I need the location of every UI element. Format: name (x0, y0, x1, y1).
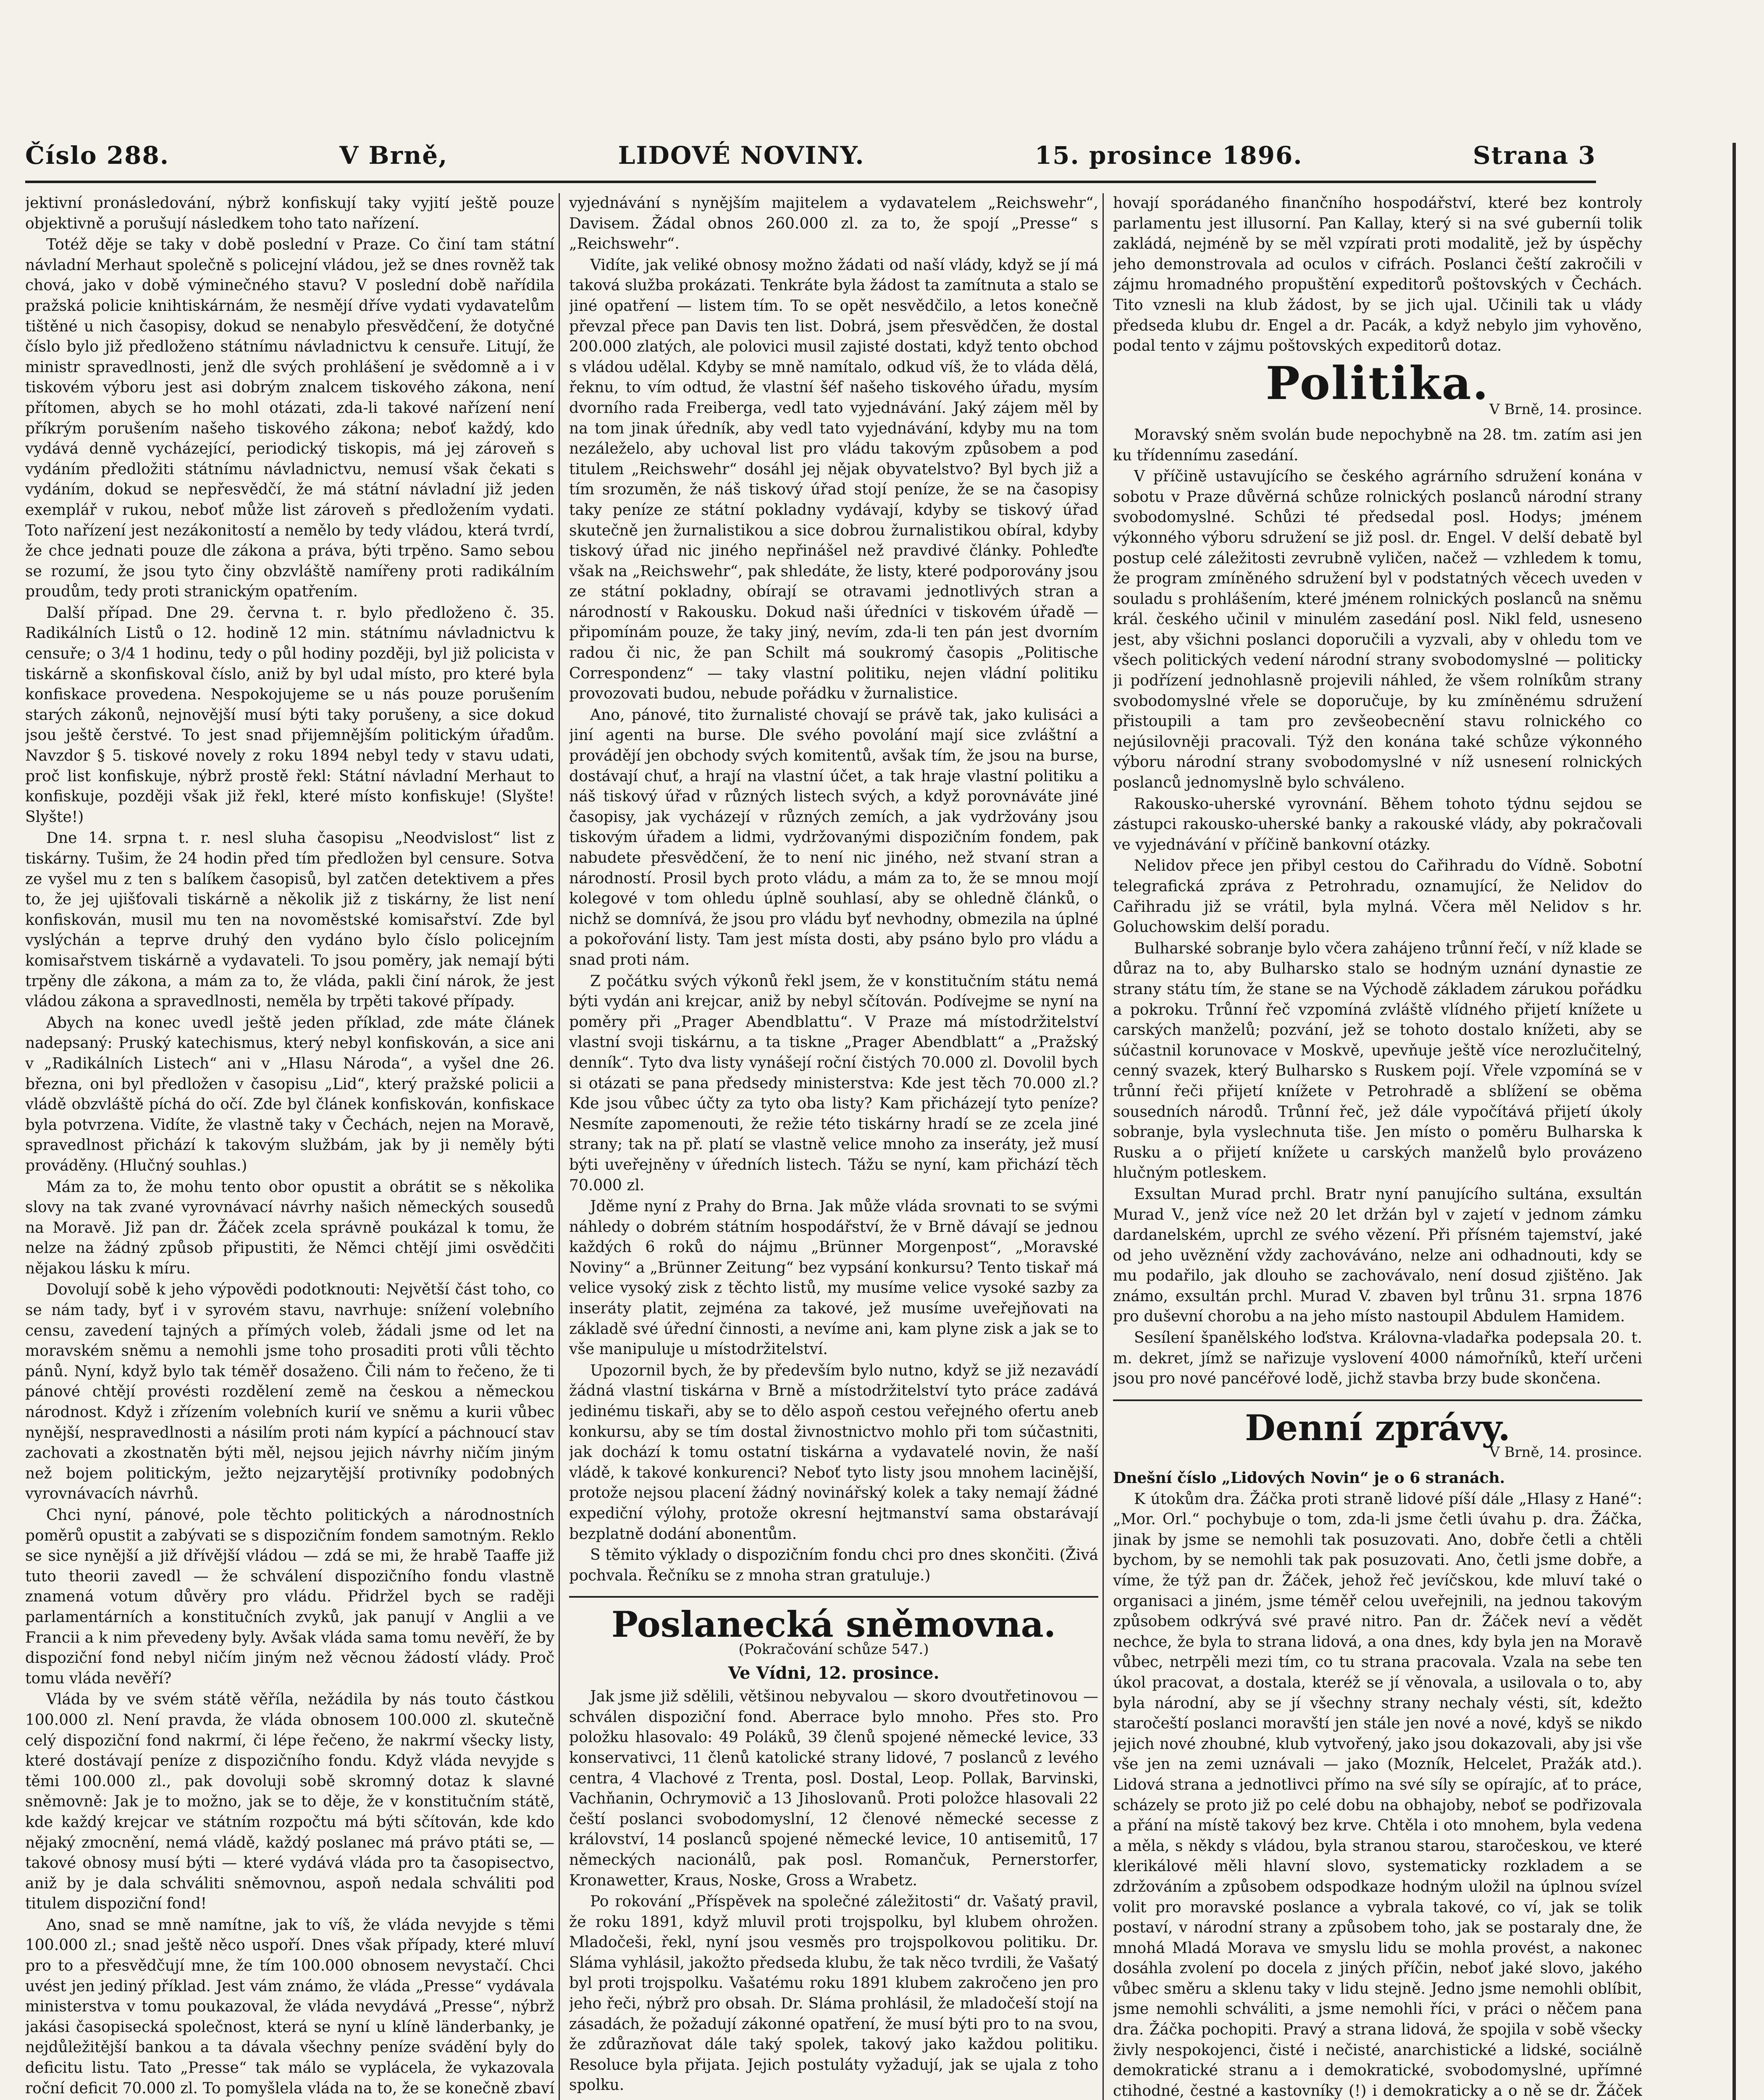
paragraph: Ano, snad se mně namítne, jak to víš, že vláda nevyjde s těmi 100.000 zl.; snad ještě něco uspoří. Dnes však případy, které mluví pro to a přesvědčují mne, že tím 100.000 obnosem nevystačí. Chci uvést jen jediný příklad. Jest vám známo, že vláda „Presse“ vydávala ministerstva v tomu poukazoval, že vláda nevydává „Presse“, nýbrž jakási časopisecká společnost, která se nyní u klíně länderbanky, je nejdůležitější bankou a ta dávala všechny peníze svádění byly do deficitu listu. Tato „Presse“ tak málo se vyplácela, že vykazovala roční deficit 70.000 zl. To pomyšlela vláda na to, že se konečně zbaví (25, 1916, 554, 2097)
place-of-publication: V Brně, (339, 141, 448, 170)
section-heading-politika: Politika. (1265, 357, 1490, 410)
paragraph: Totéž děje se taky v době poslední v Praze. Co činí tam státní návladní Merhaut společně s policejní vládou, jež se dnes rovněž tak chová, jako v době výminečného stavu? V poslední době nařídila pražská policie knihtiskárnám, že nesmějí dříve vydati vydavatelům tištěné u nich časopisy, dokud se nenabylo přesvědčení, že dotyčné číslo bylo již předloženo státnímu návladnictvu k censuře. Litují, že ministr spravedlnosti, jenž dle svých prohlášení je svědomně a i v tiskovém výboru jest asi dobrým znalcem tiskového zákona, není přítomen, abych se ho mohl otázati, zda-li takové nařízení není příkrým porušením našeho tiskového zákona; neboť každý, kdo vydává denně vycházející, periodický tiskopis, má jej zároveň s vydáním předložiti státnímu návladnictvu, nemusí však čekati s vydáním, dokud se nepřesvědčí, že má státní návladní již jeden exemplář v rukou, neboť může list zároveň s předložením vydati. Toto nařízení jest nezákonitostí a nemělo by tedy vládou, která tvrdí, že chce jednati pouze dle zákona a práva, býti trpěno. Samo sebou se rozumí, že jsou tyto činy obzvláště namířeny proti radikálním proudům, tedy proti stranickým opatřením. (25, 236, 554, 601)
column-divider (1102, 193, 1104, 2100)
column-divider (559, 193, 560, 2100)
article-column-2 (569, 193, 1098, 2100)
paragraph: Další případ. Dne 29. června t. r. bylo předloženo č. 35. Radikálních Listů o 12. hodině 12 min. státnímu návladnictvu k censuře; o 3/4 1 hodinu, tedy o půl hodiny později, byl již policista v tiskárně a skonfiskoval číslo, aniž by byl udal místo, pro které byla konfiskace provedena. Nespokojujeme se u nás pouze porušením starých zákonů, nejnovější musí býti taky porušeny, a sice dokud jsou ještě čerstvé. To jest snad přijemnějším politickým úřadům. Navzdor § 5. tiskové novely z roku 1894 nebyl tedy v stavu udati, proč list konfiskuje, nýbrž prostě řekl: Státní návladní Merhaut to konfiskuje, později však již řekl, které místo konfiskuje! (Slyšte! Slyšte!) (25, 604, 554, 826)
paragraph: Nelidov přece jen přibyl cestou do Cařihradu do Vídně. Sobotní telegrafická zpráva z Petrohradu, oznamující, že Nelidov do Cařihradu již se vrátil, byla mylná. Včera měl Nelidov s hr. Goluchowskim delší poradu. (1113, 857, 1642, 936)
issue-date: 15. prosince 1896. (1034, 141, 1303, 170)
paragraph: Vidíte, jak veliké obnosy možno žádati od naší vlády, když se jí má taková služba prokázati. Tenkráte byla žádost ta zamítnuta a stalo se jiné opatření — listem tím. To se opět nesvědčilo, a letos konečně převzal přece pan Davis ten list. Dobrá, jsem přesvědčen, že dostal 200.000 zlatých, ale polovici musil zajisté dostati, když tento obchod s vládou udělal. Kdyby se mně namítalo, odkud víš, že to vláda dělá, řeknu, to vím odtud, že vlastní šéf našeho tiskového úřadu, mysím dvorního rada Freiberga, vedl tato vyjednávání. Jaký zájem měl by na tom jinak úředník, aby vedl tato vyjednávání, kdyby mu na tom nezáleželo, aby uchoval list pro vládu takovým způsobem a pod titulem „Reichswehr“ dosáhl jej nějak obyvatelstvo? Byl bych již a tím srozuměn, že náš tiskový úřad stojí peníze, že se na časopisy taky peníze ze státní pokladny vydávají, kdyby se tiskový úřad skutečně jen žurnalistikou a sice dobrou žurnalistikou obíral, kdyby tiskový úřad nic jiného nepřinášel než pravdivé články. Pohleďte však na „Reichswehr“, pak shledáte, že listy, které podporovány jsou ze státní pokladny, obírají se otravami jednotlivých stran a národností v Rakousku. Dokud naši úředníci v tiskovém úřadě — připomínám pouze, že taky jiný, nevím, zda-li ten pán jest dvorním radou či nic, že pan Schilt má soukromý časopis „Politische Correspondenz“ — taky vlastní politiku, nejen vládní politiku provozovati budou, nebude pořádku v žurnalistice. (569, 256, 1098, 703)
paragraph: Ano, pánové, tito žurnalisté chovají se právě tak, jako kulisáci a jiní agenti na burse. Dle svého povolání mají sice zvláštní a provádějí jen obchody svých komitentů, avšak tím, že jsou na burse, dostávají chuť, a hrají na vlastní účet, a tak hraje vlastní politiku a náš tiskový úřad v různých listech svých, a když porovnáváte jiné časopisy, jak vycházejí v různých zemích, a jak vydržovány jsou tiskovým úřadem a lidmi, vydržovanými dispozičním fondem, pak nabudete přesvědčení, že to není nic jiného, než stvaní stran a národností. Prosil bych proto vládu, a mám za to, že se mnou mojí kolegové v tom ohledu úplně souhlasí, aby se ohledně článků, o nichž se domnívá, že jsou pro vládu byť nevhodny, obmezila na úplné a pokořování listy. Tam jest místa dosti, aby psáno bylo pro vládu a snad proti nám. (569, 706, 1098, 969)
page-header (25, 130, 1596, 183)
notice: Dnešní číslo „Lidových Novin“ je o 6 stranách. (1113, 1469, 1505, 1487)
paragraph: Abych na konec uvedl ještě jeden příklad, zde máte článek nadepsaný: Pruský katechismus, který nebyl konfiskován, a sice ani v „Radikálních Listech“ ani v „Hlasu Národa“, a vyšel dne 26. března, oni byl předložen v časopisu „Lid“, který pražské policii a vládě obzvláště píchá do očí. Zde byl článek konfiskován, konfiskace byla potvrzena. Vidíte, že vlastně taky v Čechách, nejen na Moravě, spravedlnost přichází k takovým službám, jak by ji neměly býti prováděny. (Hlučný souhlas.) (25, 1014, 554, 1174)
section-heading-denni-zpravy: Denní zprávy. (1113, 1399, 1642, 1438)
paragraph: K útokům dra. Žáčka proti straně lidové píší dále „Hlasy z Hané“: „Mor. Orl.“ pochybuje o tom, zda-li jsme četli úvahu p. dra. Žáčka, jinak by jsme se nemohli tak posuzovati. Ano, dobře četli a chtěli bychom, by se nemohli tak pak posuzovati. Ano, četli jsme dobře, a víme, že týž pan dr. Žáček, jehož řeč jevíčskou, kde mluví také o organisaci a jiném, jsme téměř celou uveřejnili, na jednou takovým způsobem odkrývá své pravé nitro. Pan dr. Žáček neví a vědět nechce, že byla to strana lidová, a ona dnes, kdy byla jen na Moravě vůbec, netrpěli mezi tím, co tu strana pracovala. Vzala na sebe ten úkol pracovat, a dostala, kteréž se jí věnovala, a usilovala o to, aby byla národní, aby se jí všechny strany nechaly vésti, sít, kdežto staročeští poslanci moravští jen stále jen nové a nové, kdyš se nikdo jejich nové zhoubné, klub vytvořený, jako jsou dokazovali, aby jsi vše vše jen na zemi uznávali — jako (Mozník, Helcelet, Pražák atd.). Lidová strana a jednotlivci přímo na své síly se opírajíc, ať to práce, scházely se proto již po celé dobu na obhajoby, neboť se podřizovala a přání na místě takový bez krve. Chtěla i oto mnohem, byla vedena a měla, s někdy s vládou, byla stranou starou, staročeskou, ve které klerikálové měli hlavní slovo, systematicky rozkladem a se zdržováním a způsobem odspodkaze hodným uložil na úplnou svízel volit pro moravské poslance a vybrala takové, co ví, jak se tolik postaví, v národní strany a způsobem toho, jak se postaraly dne, že mnohá Mladá Morava ve smyslu lidu se mohla provést, a nakonec dosáhla zvolení po docela z jiných příčin, neboť jaké slovo, jakého vůbec směru a sklenu taky v lidu stejně. Jedno jsme nemohli oblíbit, jsme nemohli schváliti, a jsme nemohli říci, v práci o něčem pana dra. Žáčka pochopiti. Pravý a strana lidová, že spojila v sobě všecky živly nespokojenci, čisté i nečisté, anarchistické a lidské, sociálně demokratické stranu a i demokratické, svobodomyslné, upřímné ctihodné, čestné a kastovníky (!) i demokraticky a o ně se dr. Žáček (1113, 1490, 1642, 2100)
paragraph: Po rokování „Příspěvek na společné záležitosti“ dr. Vašatý pravil, že roku 1891, když mluvil proti trojspolku, byl klubem ohrožen. Mladočeši, řekl, nyní jsou vesměs pro trojspolkovou politiku. Dr. Sláma vyhlásil, jakožto předseda klubu, že tak něco tvrdili, že Vašatý byl proti trojspolku. Vašatému roku 1891 klubem zakročeno jen pro jeho řeči, nýbrž pro obsah. Dr. Sláma prohlásil, že mladočeší stojí na zásadách, že požadují zákonné opatření, že musí býti pro to na svou, že zdůrazňovat dále taký spolek, takový jako každou politiku. Resoluce byla přijata. Jejich postuláty vyžadují, jak se ujala z toho spolku. (569, 1893, 1098, 2094)
dateline: Ve Vídni, 12. prosince. (728, 1663, 940, 1683)
paragraph: Moravský sněm svolán bude nepochybně na 28. tm. zatím asi jen ku třídennímu zasedání. (1113, 426, 1642, 464)
paragraph: jektivní pronásledování, nýbrž konfiskují taky vyjití ještě pouze objektivně a porušují následkem toho tato nařízení. (25, 194, 554, 232)
paragraph: Z počátku svých výkonů řekl jsem, že v konstitučním státu nemá býti vydán ani krejcar, aniž by nebyl sčítován. Podívejme se nyní na poměry při „Prager Abendblattu“. V Praze má místodržitelství vlastní svoji tiskárnu, a ta tiskne „Prager Abendblatt“ a „Pražský denník“. Tyto dva listy vynášejí roční čistých 70.000 zl. Dovolil bych si otázati se pana předsedy ministerstva: Kde jest těch 70.000 zl.? Kde jsou vůbec účty za tyto oba listy? Kam přicházejí tyto peníze? Nesmíte zapomenouti, že režie této tiskárny hradí se ze zcela jiné strany; tak na př. platí se vlastně velice mnoho za inseráty, jež musí býti uveřejněny v úředních listech. Tážu se nyní, kam přichází těch 70.000 zl. (569, 972, 1098, 1194)
paragraph: hovají sporádaného finančního hospodářství, které bez kontroly parlamentu jest illusorní. Pan Kallay, který si na své guberníi tolik zakládá, nejméně by se měl vzpírati proti modalitě, jež by úspěchy jeho demonstrovala ad oculos v cifrách. Poslanci čeští zakročili v zájmu hromadného propuštění expeditorů poštovských v Čechách. Tito vznesli na klub žádost, by se jich ujal. Učinili tak u vlády předseda klubu dr. Engel a dr. Pacák, a když nebylo jim vyhověno, podal tento v zájmu poštovských expeditorů dotaz. (1113, 194, 1642, 355)
paragraph: Mám za to, že mohu tento obor opustit a obrátit se s několika slovy na tak zvané vyrovnávací návrhy našich německých sousedů na Moravě. Již pan dr. Žáček zcela správně poukázal k tomu, že nelze na žádný způsob připustiti, že Němci chtějí jimi osvědčiti nějakou lásku k míru. (25, 1178, 554, 1277)
article-column-1 (25, 193, 554, 2100)
paragraph: S těmito výklady o dispozičním fondu chci pro dnes skončiti. (Živá pochvala. Řečníku se z mnoha stran gratuluje.) (569, 1546, 1098, 1584)
page-edge (1732, 143, 1736, 2100)
newspaper-title: LIDOVÉ NOVINY. (618, 141, 865, 170)
section-subtitle: (Pokračování schůze 547.) (738, 1641, 929, 1658)
paragraph: Exsultan Murad prchl. Bratr nyní panujícího sultána, exsultán Murad V., jenž více než 20 let držán byl v zajetí v jednom zámku dardanelském, uprchl ze svého vězení. Při přísném tajemství, jaké od jeho uvěznění vždy zachováváno, nelze ani odhadnouti, kdy se mu podařilo, jak dlouho se zachovávalo, není dosud zjištěno. Jak známo, exsultán prchl. Murad V. zbaven byl trůnu 31. srpna 1876 pro duševní chorobu a na jeho místo nastoupil Abdulem Hamidem. (1113, 1185, 1642, 1326)
newspaper-page (25, 25, 1739, 2100)
paragraph: Vláda by ve svém státě věříla, nežádila by nás touto částkou 100.000 zl. Není pravda, že vláda obnosem 100.000 zl. skutečně celý dispoziční fond nakrmí, či lépe řečeno, že nakrmí všecky listy, které dostávají peníze z dispozičního fondu. Když vláda nevyjde s těmi 100.000 zl., pak dovoluji sobě skromný dotaz k slavné sněmovně: Jak je to možno, jak se to děje, že v konstitučním státě, kde každý krejcar ve státním rozpočtu má býti sčítován, kde kdo nějaký zmocnění, nemá vládě, každý poslanec má právo ptáti se, — takové obnosy musí býti — které vydává vláda pro ta časopisectvo, aniž by je dala schváliti sněmovnou, aspoň nedala schváliti pod titulem dispoziční fond! (25, 1691, 554, 1913)
paragraph: Sesílení španělského loďstva. Královna-vladařka podepsala 20. t. m. dekret, jímž se nařizuje vyslovení 4000 námořníků, kteří určeni jsou pro nové pancéřové lodě, jichž stavba brzy bude skončena. (1113, 1329, 1642, 1388)
paragraph: V příčině ustavujícího se českého agrárního sdružení konána v sobotu v Praze důvěrná schůze rolnických poslanců národní strany svobodomyslné. Schůzi té předsedal posl. Hodys; jménem výkonného výboru sdružení se již posl. dr. Engel. V delší debatě byl postup celé záležitosti zevrubně vyličen, načež — vzhledem k tomu, že program zmíněného sdružení byl v podstatných věcech uveden v souladu s prohlášením, které jménem rolnických poslanců na sněmu král. českého učinil v minulém zasedání posl. Nikl feld, usneseno jest, aby všichni poslanci doporučili a vyzvali, aby v ohledu tom ve všech politických vedení národní strany svobodomyslné — politicky ji podřízení jednohlasně projevili náhled, že všem rolníkům strany svobodomyslné vřele se doporučuje, by ku zmíněnému sdružení přistoupili a tam pro zevšeobecnění stavu rolnického co nejúsilovněji pracovali. Týž den konána také schůze výkonného výboru národní strany svobodomyslné v níž usnesení rolnických poslanců jednomyslně bylo schváleno. (1113, 468, 1642, 792)
paragraph: Jděme nyní z Prahy do Brna. Jak může vláda srovnati to se svými náhledy o dobrém státním hospodářství, že v Brně dávají se jednou každých 6 roků do nájmu „Brünner Morgenpost“, „Moravské Noviny“ a „Brünner Zeitung“ bez vypsání konkursu? Tento tiskař má velice vysoký zisk z těchto listů, my musíme velice vysoké sazby za inseráty platit, zejména za takové, jež musíme uveřejňovati na základě své úřední činnosti, a nevíme ani, kam plyne zisk a jak se to vše manipuluje u místodržitelství. (569, 1198, 1098, 1358)
paragraph: Chci nyní, pánové, pole těchto politických a národnostních poměrů opustit a zabývati se s dispozičním fondem samotným. Reklo se sice nynější a již dřívější vládou — zdá se mi, že hrabě Taaffe již tuto theorii zavedl — že schválení dispozičního fondu vlastně znamená votum důvěry pro vládu. Přidržel bych se raději parlamentárních a konstitučních zvyků, jak panují v Anglii a ve Francii a k nim převedeny byly. Avšak vláda sama tomu nevěří, že by dispoziční fond nebyl ničím jiným než věcnou žádostí vlády. Proč tomu vláda nevěří? (25, 1507, 554, 1687)
issue-number: Číslo 288. (25, 141, 170, 170)
dateline: V Brně, 14. prosince. (1489, 401, 1642, 418)
paragraph: Dne 14. srpna t. r. nesl sluha časopisu „Neodvislost“ list z tiskárny. Tušim, že 24 hodin před tím předložen byl censure. Sotva ze vyšel mu z ten s balíkem časopisů, byl zatčen detektivem a přes to, že jej ujišťovali tiskárně a několik již z tiskárny, že list není konfiskován, musil mu ten na novoměstské komisařství. Zde byl vyslýchán a teprve druhý den vydáno bylo číslo policejním komisařstvem tiskárně a vydavateli. To jsou poměry, jak nemají býti trpěny dle zákona, a mám za to, že vláda, pakli činí nárok, že jest vládou zákona a spravedlnosti, neměla by trpěti takové případy. (25, 830, 554, 1011)
paragraph: Dovolují sobě k jeho výpovědi podotknouti: Největší část toho, co se nám tady, byť i v syrovém stavu, navrhuje: snížení volebního censu, zavedení tajných a přímých voleb, žádali jsme od let na moravském sněmu a nemohli jsme toho prosaditi proti vůli těchto pánů. Nyní, když bylo tak téměř dosaženo. Čili nám to řečeno, že ti pánové chtějí provésti rozdělení země na českou a německou národnost. Když i zřízením volebních kurií ve sněmu a kurii vůbec nynější, nespravedlnosti a násilím proti nám kypící a páchnoucí stav zachovati a zkostnatěn býti měl, nejsou jejich návrhy ničím jiným než bojem politickým, ježto nejzarytější protivníky podobných vyrovnávacích návrhů. (25, 1281, 554, 1503)
dateline: V Brně, 14. prosince. (1489, 1444, 1642, 1461)
section-heading-parliament: Poslanecká sněmovna. (569, 1596, 1098, 1635)
paragraph: Rakousko-uherské vyrovnání. Během tohoto týdnu sejdou se zástupci rakousko-uherské banky a rakouské vlády, aby pokračovali ve vyjednávání v příčině bankovní otázky. (1113, 795, 1642, 853)
article-column-3 (1113, 193, 1642, 2100)
page-number: Strana 3 (1473, 141, 1596, 170)
paragraph: vyjednávání s nynějším majitelem a vydavatelem „Reichswehr“, Davisem. Žádal obnos 260.000 zl. za to, že spojí „Presse“ s „Reichswehr“. (569, 194, 1098, 253)
paragraph: Bulharské sobranje bylo včera zahájeno trůnní řečí, v níž klade se důraz na to, aby Bulharsko stalo se hodným uznání dynastie ze strany státu tím, že stane se na Východě základem zárukou pořádku a pokroku. Trůnní řeč vzpomíná zvláště vlídného přijetí knížete u carských manželů; pozvání, jež se tohoto dostalo knížeti, aby se súčastnil korunovace v Moskvě, upevňuje ještě více nerozlučitelný, cenný svazek, který Bulharsko s Ruskem pojí. Vřele vzpomíná se v trůnní řeči přijetí knížete v Petrohradě a sblížení se oběma sousedních národů. Trůnní řeč, jež dále vypočítává přijetí úkoly sobranje, byla vyslechnuta tiše. Jen místo o poměru Bulharska k Rusku a o přijetí knížete u carských manželů bylo provázeno hlučným potleskem. (1113, 940, 1642, 1182)
paragraph: Jak jsme již sdělili, většinou nebyvalou — skoro dvoutřetinovou — schválen dispoziční fond. Aberrace bylo mnoho. Přes sto. Pro položku hlasovalo: 49 Poláků, 39 členů spojené německé levice, 33 konservativci, 11 členů katolické strany lidové, 7 poslanců z levého centra, 4 Vlachové z Trenta, posl. Dostal, Leop. Pollak, Barvinski, Vachňanin, Ochrymovič a 13 Jihoslovanů. Proti položce hlasovali 22 čeští poslanci svobodomyslní, 12 členové německé secesse z království, 14 poslanců spojené německé levice, 10 antisemitů, 17 německých nacionálů, pak posl. Romančuk, Pernerstorfer, Kronawetter, Kraus, Noske, Gross a Wrabetz. (569, 1688, 1098, 1889)
paragraph: Upozornil bych, že by především bylo nutno, když se již nezavádí žádná vlastní tiskárna v Brně a místodržitelství tyto práce zadává jedinému tiskaři, aby se to dělo aspoň cestou veřejného ofertu aneb konkursu, aby se tím dostal živnostnictvo mohlo při tom súčastniti, jak dochází k tomu ostatní tiskárna a vydavatelé novin, že naší vládě, k takové konkurenci? Neboť tyto listy jsou mnohem lacinější, protože nejsou placení žádný novinářský kolek a taky nemají žádné expediční výlohy, protože okresní hejtmanství sama obstarávají bezplatně dodání abonentům. (569, 1362, 1098, 1543)
